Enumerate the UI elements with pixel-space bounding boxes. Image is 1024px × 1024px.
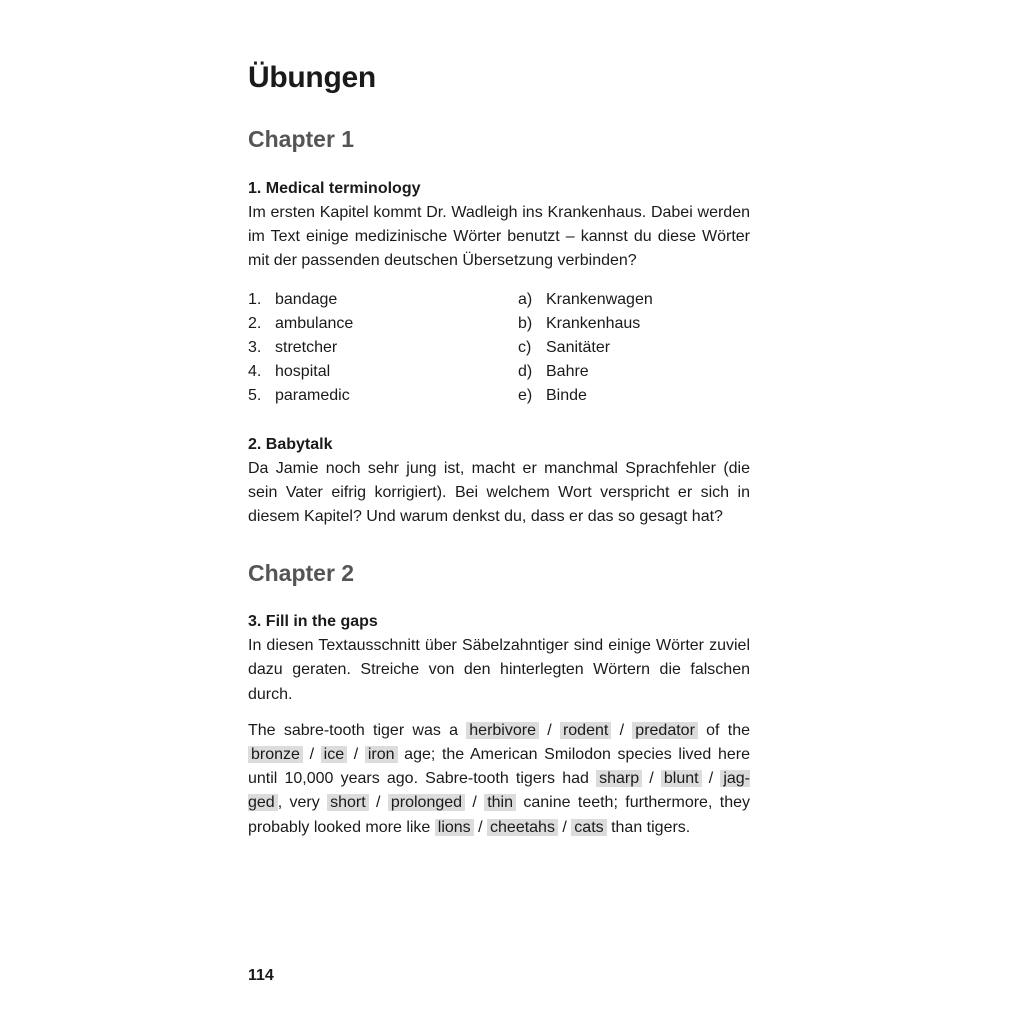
list-item: d) Bahre [518,363,589,381]
chapter-2-heading: Chapter 2 [248,560,355,587]
list-item: e) Binde [518,387,587,405]
highlighted-word: cheetahs [487,819,558,836]
exercise-1-title: 1. Medical terminology [248,180,421,197]
page-title: Übungen [248,61,376,94]
highlighted-word: ice [321,746,347,763]
list-item: 2. ambulance [248,314,354,332]
list-item: 4. hospital [248,363,331,381]
gap-fill-text: The sabre-tooth tiger was a herbivore / rodent / predator of the bronze / ice / iron age; the American Smilodon species lived here until 10,000 years ago. Sabre-tooth tigers had sharp / blunt / jag-ged , very short / prolonged / thin canine teeth; furthermore, they probably looked more like lions / cheetahs / cats than tigers. [248,721,751,836]
highlighted-word: cats [571,819,606,836]
exercise-3-text: In diesen Textausschnitt über Säbelzahntiger sind einige Wörter zuviel dazu geraten. Streiche von den hinterlegten Wörtern die falschen durch. [248,637,750,703]
list-item: 5. paramedic [248,387,350,405]
chapter-1-heading: Chapter 1 [248,126,355,152]
highlighted-word: short [327,794,369,811]
page-content [248,58,750,840]
highlighted-word: sharp [596,770,642,787]
exercise-3-title: 3. Fill in the gaps [248,613,378,631]
highlighted-word: blunt [661,770,702,787]
list-item: a) Krankenwagen [518,290,653,308]
highlighted-word: iron [365,746,398,763]
highlighted-word: jag-ged [248,770,751,812]
list-item: 1. bandage [248,290,338,308]
highlighted-word: herbivore [466,722,539,739]
list-item: b) Krankenhaus [518,314,641,332]
highlighted-word: prolonged [388,794,465,811]
exercise-1-text: Im ersten Kapitel kommt Dr. Wadleigh ins Krankenhaus. Dabei werden im Text einige medizinische Wörter benutzt – kannst du diese Wörter mit der passenden deutschen Übersetzung verbinden? [248,204,750,270]
highlighted-word: thin [484,794,516,811]
page-number: 114 [248,967,274,984]
exercise-2-text: Da Jamie noch sehr jung ist, macht er manchmal Sprachfehler (die sein Vater eifrig korrigiert). Bei welchem Wort verspricht er sich in diesem Kapitel? Und warum denkst du, dass er das so gesagt hat? [248,459,750,526]
highlighted-word: lions [435,819,474,836]
matching-table [248,288,750,409]
highlighted-word: bronze [248,746,303,763]
exercise-2-title: 2. Babytalk [248,435,333,453]
german-terms [518,288,750,409]
list-item: c) Sanitäter [518,339,611,357]
english-terms [248,288,518,409]
highlighted-word: predator [632,722,698,739]
highlighted-word: rodent [560,722,611,739]
list-item: 3. stretcher [248,339,338,357]
